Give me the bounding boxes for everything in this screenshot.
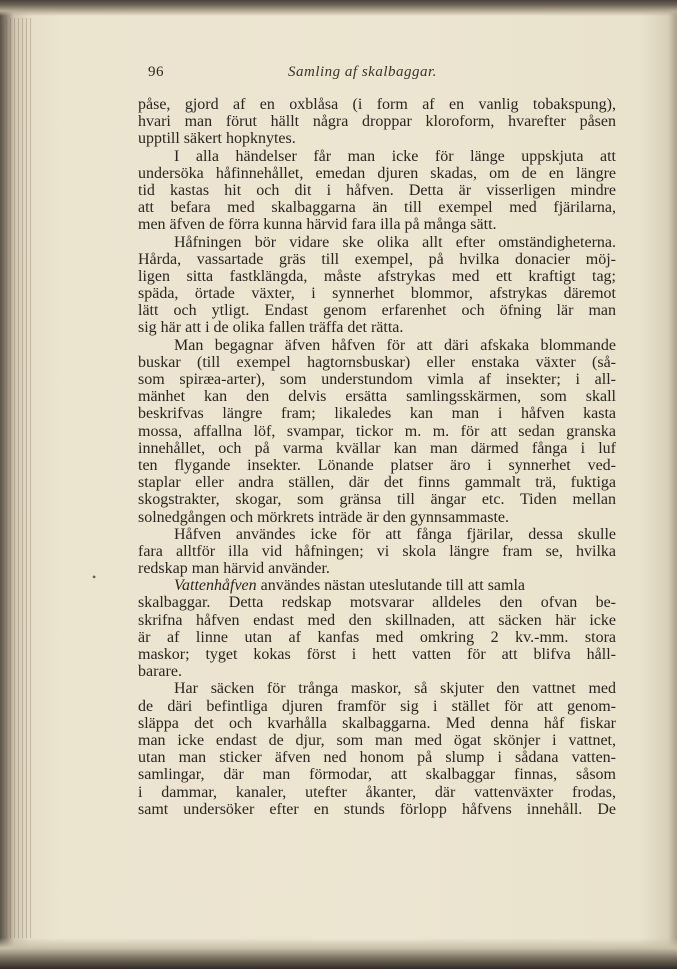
text-line: ligen sitta fastklängda, måste afstrykas med ett kraftigt tag; — [138, 267, 616, 285]
text-line: i dammar, kanaler, utefter åkanter, där vattenväxter frodas, — [138, 783, 616, 801]
text-line: lätt och ytligt. Endast genom erfarenhet och öfning lär man — [138, 302, 616, 320]
text-line: maskor; tyget kokas först i hett vatten för att blifva håll- — [138, 646, 616, 663]
page-number: 96 — [148, 64, 164, 80]
italic-term: Vattenhåfven — [174, 577, 257, 595]
text-line: upptill säkert hopknytes. — [138, 130, 296, 148]
text-line: innehållet, och på varma kvällar kan man därmed fånga i luf — [138, 439, 616, 457]
text-line: Man begagnar äfven håfven för att däri afskaka blommande — [174, 336, 616, 354]
text-line: utan man sticker äfven ned honom på slump i sådana vatten- — [138, 749, 616, 767]
text-line: man icke endast de djur, som man med ögat skönjer i vattnet, — [138, 731, 616, 749]
top-page-edge — [0, 0, 677, 16]
text-line: men äfven de förra kunna härvid fara illa på många sätt. — [138, 216, 497, 234]
text-line: Hårda, vassartade gräs till exempel, på hvilka donacier möj- — [138, 250, 616, 268]
text-line: redskap man härvid använder. — [138, 560, 330, 578]
text-line: skogstrakter, skogar, som gränsa till ängar etc. Tiden mellan — [138, 491, 616, 509]
text-line: Håfningen bör vidare ske olika allt efter omständigheterna. — [174, 233, 616, 251]
text-line: I alla händelser får man icke för länge uppskjuta att — [174, 147, 616, 165]
text-line: solnedgången och mörkrets inträde är den gynnsammaste. — [138, 508, 509, 526]
text-line: Har säcken för trånga maskor, så skjuter den vattnet med — [174, 680, 616, 698]
page-gutter — [6, 18, 32, 938]
running-head — [148, 64, 618, 84]
text-line: samt undersöker efter en stunds förlopp håfvens innehåll. De — [138, 800, 616, 818]
text-line: mossa, affallna löf, svampar, tickor m. m. för att sedan granska — [138, 422, 616, 440]
text-line: att befara med skalbaggarna än till exempel med fjärilarna, — [138, 199, 616, 217]
text-line: buskar (till exempel hagtornsbuskar) eller enstaka växter (så- — [138, 353, 616, 371]
text-line: fara alltför illa vid håfningen; vi skola längre fram se, hvilka — [138, 542, 616, 560]
text-line: de däri befintliga djuren framför sig i stället för att genom- — [138, 697, 616, 715]
text-line: undersöka håfinnehållet, emedan djuren skadas, om de en längre — [138, 164, 616, 182]
text-line: släppa det och kvarhålla skalbaggarna. Med denna håf fiskar — [138, 714, 616, 732]
text-line: staplar eller andra ställen, där det finns gammalt trä, fuktiga — [138, 474, 616, 492]
text-line: skalbaggar. Detta redskap motsvarar alldeles den ofvan be- — [138, 594, 616, 612]
text-line: som spiræa-arter), som understundom vimla af insekter; i all- — [138, 371, 616, 388]
text-line: Håfven användes icke för att fånga fjärilar, dessa skulle — [174, 525, 616, 543]
text-line-vattenhafven — [138, 577, 616, 594]
text-line: sig här att i de olika fallen träffa det rätta. — [138, 319, 404, 337]
text-line: är af linne utan af kanfas med omkring 2 kv.-mm. stora — [138, 628, 616, 646]
text-line: hvari man förut hällt några droppar kloroform, hvarefter påsen — [138, 113, 616, 131]
text-line: tid kastas hit och dit i håfven. Detta är visserligen mindre — [138, 181, 616, 199]
text-line: barare. — [138, 663, 182, 681]
text-line: späda, örtade växter, i synnerhet blommor, afstrykas däremot — [138, 285, 616, 303]
text-line: ten flygande insekter. Lönande platser äro i synnerhet ved- — [138, 456, 616, 474]
bottom-page-edge — [0, 938, 677, 969]
margin-mark: • — [92, 570, 97, 584]
text-line: påse, gjord af en oxblåsa (i form af en vanlig tobakspung), — [138, 96, 616, 113]
text-line: beskrifvas längre fram; likaledes kan man i håfven kasta — [138, 405, 616, 423]
text-line: mänhet kan den delvis ersätta samlingsskärmen, som skall — [138, 388, 616, 406]
text-line-rest: användes nästan uteslutande till att samla — [260, 577, 526, 595]
body-text — [138, 96, 616, 818]
text-line: skrifna håfven endast med den skillnaden, att säcken här icke — [138, 611, 616, 629]
running-title: Samling af skalbaggar. — [288, 64, 437, 80]
text-line: samlingar, där man förmodar, att skalbaggar finnas, såsom — [138, 766, 616, 784]
